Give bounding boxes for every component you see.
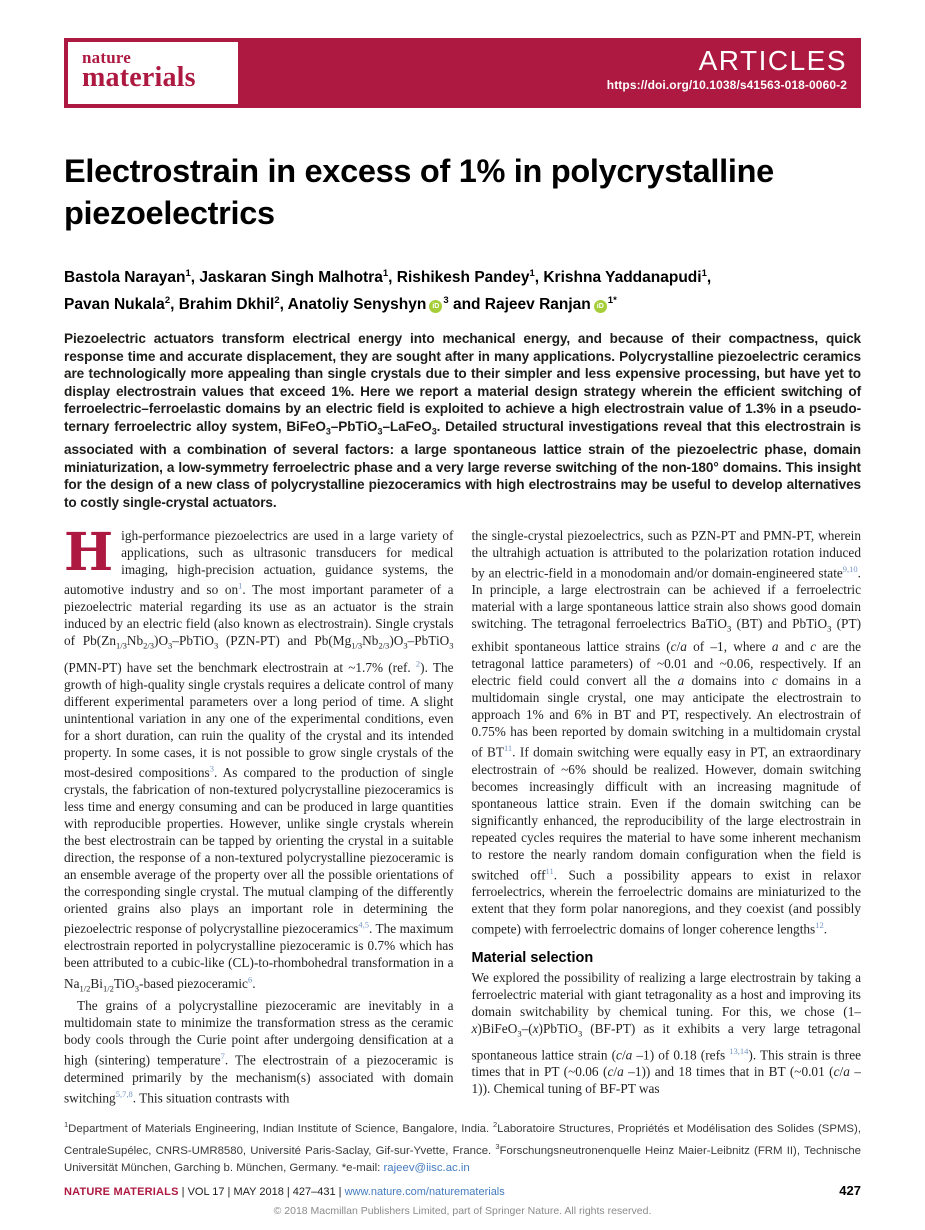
right-column	[472, 527, 862, 1112]
left-column	[64, 527, 454, 1112]
body-columns	[64, 527, 861, 1112]
doi-link[interactable]: https://doi.org/10.1038/s41563-018-0060-2	[606, 78, 847, 92]
journal-url-link[interactable]: www.nature.com/naturematerials	[344, 1186, 505, 1198]
affiliations-footnote: $^1$Department of Materials Engineering, Indian Institute of Science, Bangalore, India. $^2$Laboratoire Structures, Propriétés et Modélisation des Solides (SPMS), CentraleSupélec, CNRS-UMR8580, Université Paris-Saclay, Gif-sur-Yvette, France. $^3$Forschungsneutronenquelle Heinz Maier-Leibnitz (FRM II), Technische Universität München, Garching b. München, Germany. *e-mail: rajeev@iisc.ac.in	[64, 1120, 861, 1174]
email-link[interactable]: rajeev@iisc.ac.in	[383, 1161, 470, 1174]
orcid-icon[interactable]: iD	[594, 300, 607, 313]
copyright-line: © 2018 Macmillan Publishers Limited, part of Springer Nature. All rights reserved.	[273, 1205, 652, 1217]
section-label: ARTICLES	[698, 45, 847, 76]
journal-logo-nature: nature	[82, 48, 132, 67]
journal-name-footer: NATURE MATERIALS	[64, 1186, 179, 1198]
journal-logo-materials: materials	[82, 62, 196, 93]
abstract-paragraph: Piezoelectric actuators transform electrical energy into mechanical energy, and because of their compactness, quick response time and accurate displacement, they are sought after in many applications. Polycrystalline piezoelectric ceramics are technologically more appealing than single crystals due to their simpler and less expensive processing, but have yet to display electrostrain values that exceed 1%. Here we report a material design strategy wherein the efficient switching of ferroelectric–ferroelastic domains by an electric field is exploited to achieve a high electrostrain value of 1.3% in a pseudo-ternary ferroelectric alloy system, BiFeO$_3$–PbTiO$_3$–LaFeO$_3$. Detailed structural investigations reveal that this electrostrain is associated with a combination of several factors: a large spontaneous lattice strain of the piezoelectric phase, domain miniaturization, a low-symmetry ferroelectric phase and a very large reverse switching of the non-180° domains. This insight for the design of a new class of polycrystalline piezoceramics with high electrostrains may be useful to develop alternatives to costly single-crystal actuators.	[64, 331, 861, 511]
intro-paragraph-text: igh-performance piezoelectrics are used in a large variety of applications, such as ultrasonic transducers for medical imaging, high-precision actuation, guidance systems, the automotive industry and so on$^1$. The most important parameter of a piezoelectric material regarding its use as an actuator is the strain induced by an electric field (also known as electrostrain). Single crystals of $Pb(Zn_{1/3}Nb_{2/3})O_3-PbTiO_3$ (PZN-PT) and $Pb(Mg_{1/3}Nb_{2/3})O_3-PbTiO_3$ (PMN-PT) have set the benchmark electrostrain at ~1.7% (ref. $^2$). The growth of high-quality single crystals requires a delicate control of many different experimental parameters over a long period of time. A slight unintentional variation in any one of the experimental conditions, even for a short duration, can ruin the quality of the crystal and its intended property. In some cases, it is not possible to grow single crystals of the most-desired compositions$^3$. As compared to the production of single crystals, the fabrication of non-textured polycrystalline piezoceramics is less time and energy consuming and can be produced in large quantities with reproducible properties. However, unlike single crystals wherein the best electrostrain can be tapped by orienting the crystal in a suitable direction, the response of a non-textured polycrystalline piezoceramic is an ensemble average of the property over all the possible orientations of the corresponding single crystal. The mutual clamping of the differently oriented grains also plays an important role in determining the piezoelectric response of polycrystalline piezoceramics$^{4,5}$. The maximum electrostrain reported in polycrystalline piezoceramic is 0.7% which has been attributed to a cubic-like (CL)-to-rhombohedral transformation in a $Na_{1/2}Bi_{1/2}TiO_3$-based piezoceramic$^6$.	[64, 528, 454, 994]
footer-citation-text: NATURE MATERIALS | VOL 17 | MAY 2018 | 427–431 | www.nature.com/naturematerials	[64, 1186, 505, 1198]
drop-cap: H	[64, 527, 114, 583]
authors-line-2: Pavan Nukala$^2$, Brahim Dkhil$^2$, Anatoliy Senyshyn $iD^3$ and Rajeev Ranjan $iD^{1*}$	[64, 295, 617, 314]
page-number: 427	[839, 1183, 861, 1198]
header-banner	[64, 38, 861, 108]
author-list	[64, 262, 861, 316]
intro-paragraph	[64, 527, 454, 997]
body-paragraph: the single-crystal piezoelectrics, such as PZN-PT and PMN-PT, wherein the ultrahigh actuation is attributed to the polarization rotation induced by an electric-field in a monodomain and/or domain-engineered state$^{9,10}$. In principle, a large electrostrain can be achieved if a ferroelectric material with a large spontaneous lattice strain also shows good domain switching. The tetragonal ferroelectrics BaTiO$_3$ (BT) and PbTiO$_3$ (PT) exhibit spontaneous lattice strains (c/a of –1, where a and c are the tetragonal lattice parameters) of ~0.01 and ~0.06, respectively. If an electric field could convert all the a domains into c domains in a multidomain single crystal, one may anticipate the electrostrain to approach 1% and 6% in BT and PT, respectively. An electrostrain of 0.75% has been reported by domain switching in a multidomain crystal of BT$^{11}$. If domain switching were equally easy in PT, an extraordinary electrostrain of ~6% should be realized. However, domain switching becomes increasingly difficult with an increasing magnitude of spontaneous lattice strain. Even if the domain switching can be significantly enhanced, the reproducibility of the large electrostrain in repeated cycles requires the material to have some inherent mechanism to restore the nearly random domain configuration when the field is switched off$^{11}$. Such a possibility appears to exist in relaxor ferroelectrics, wherein the ferroelectric domains are miniaturized to the extent that they form polar nanoregions, and they coexist (and possibly compete) with ferroelectric domains of longer coherence lengths$^{12}$.	[471, 528, 861, 937]
section-heading-material-selection: Material selection	[471, 950, 594, 967]
orcid-icon[interactable]: iD	[429, 300, 442, 313]
body-paragraph: We explored the possibility of realizing a large electrostrain by taking a ferroelectric material with giant tetragonality as a host and improving its domain switchability by chemical tuning. For this, we chose (1–x)BiFeO$_3$–(x)PbTiO$_3$ (BF-PT) as it exhibits a very large tetragonal spontaneous lattice strain (c/a –1) of 0.18 (refs $^{13,14}$). This strain is three times that in PT (~0.06 (c/a –1)) and 18 times that in BT (~0.01 (c/a –1)). Chemical tuning of BF-PT was	[471, 970, 861, 1097]
authors-line-1: Bastola Narayan$^1$, Jaskaran Singh Malhotra$^1$, Rishikesh Pandey$^1$, Krishna Yaddanapudi$^1$,	[64, 268, 712, 287]
banner-right	[607, 46, 847, 92]
article-title: Electrostrain in excess of 1% in polycrystalline piezoelectrics	[64, 153, 774, 231]
journal-logo	[68, 42, 238, 104]
footer-citation-line	[64, 1183, 861, 1198]
body-paragraph: The grains of a polycrystalline piezoceramic are inevitably in a multidomain state to minimize the transformation stress as the ceramic body cools through the Curie point after undergoing densification at a high (sintering) temperature$^7$. The electrostrain of a piezoceramic is determined primarily by the mechanism(s) associated with domain switching$^{5,7,8}$. This situation contrasts with	[64, 998, 454, 1106]
